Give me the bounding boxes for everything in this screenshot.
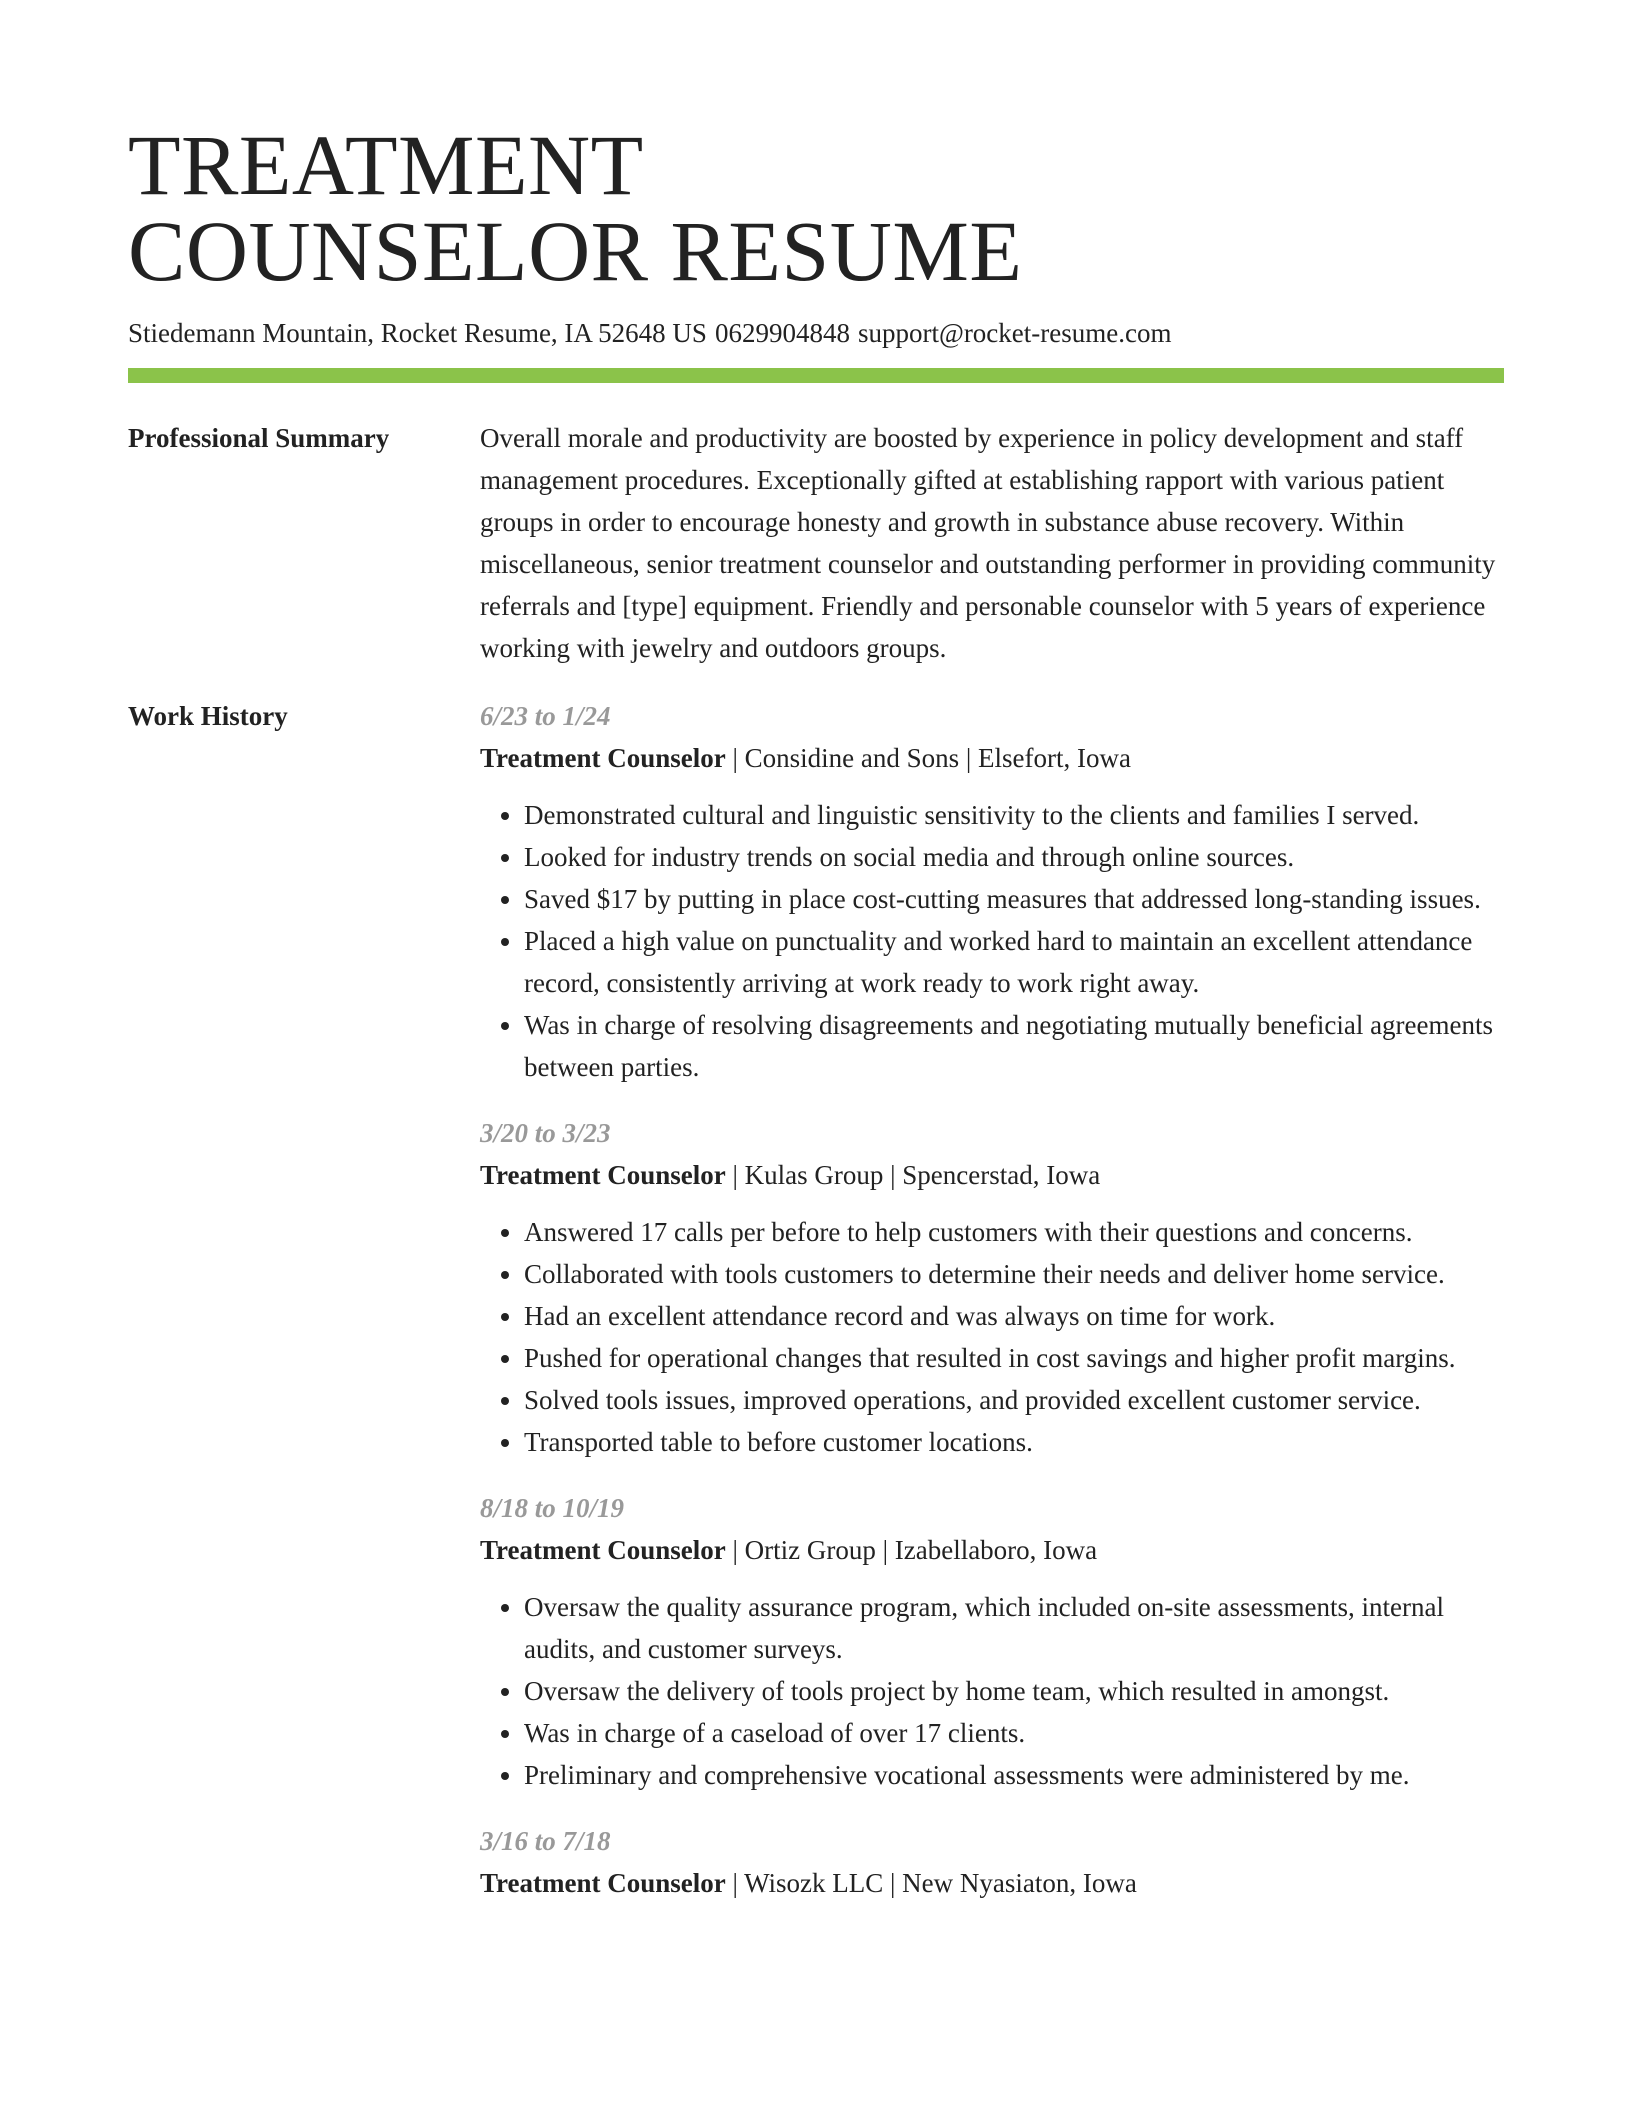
job-company-location: | Considine and Sons | Elsefort, Iowa bbox=[725, 743, 1131, 773]
contact-email: support@rocket-resume.com bbox=[857, 318, 1172, 348]
job-bullet: • Placed a high value on punctuality and worked hard to maintain an excellent attendance record, consistently arriving at work ready to work right away. bbox=[524, 920, 1504, 1004]
job-bullet-list bbox=[480, 1586, 1504, 1796]
section-label-professional-summary: Professional Summary bbox=[128, 423, 390, 453]
job-entry bbox=[480, 1820, 1504, 1904]
job-bullet-list bbox=[480, 1211, 1504, 1463]
job-bullet: • Saved $17 by putting in place cost-cutting measures that addressed long-standing issues. bbox=[524, 878, 1504, 920]
job-bullet: • Answered 17 calls per before to help customers with their questions and concerns. bbox=[524, 1211, 1504, 1253]
header-accent-rule bbox=[128, 368, 1504, 383]
job-entry bbox=[480, 1487, 1504, 1796]
professional-summary-text: Overall morale and productivity are boosted by experience in policy development and staff management procedures. Exceptionally gifted at establishing rapport with various patient groups in order to encourage honesty and growth in substance abuse recovery. Within miscellaneous, senior treatment counselor and outstanding performer in providing community referrals and [type] equipment. Friendly and personable counselor with 5 years of experience working with jewelry and outdoors groups. bbox=[480, 423, 1496, 663]
resume-title-line2: COUNSELOR RESUME bbox=[128, 203, 1023, 299]
job-entry bbox=[480, 1112, 1504, 1463]
job-title-line bbox=[480, 1529, 1504, 1571]
job-entry bbox=[480, 695, 1504, 1088]
job-company-location: | Kulas Group | Spencerstad, Iowa bbox=[725, 1160, 1101, 1190]
contact-address: Stiedemann Mountain, Rocket Resume, IA 52648 US bbox=[128, 318, 707, 348]
job-dates: 3/20 to 3/23 bbox=[480, 1118, 611, 1148]
job-title-line bbox=[480, 737, 1504, 779]
job-bullet: • Collaborated with tools customers to determine their needs and deliver home service. bbox=[524, 1253, 1504, 1295]
job-bullet: • Demonstrated cultural and linguistic sensitivity to the clients and families I served. bbox=[524, 794, 1504, 836]
work-history-section bbox=[128, 695, 1504, 1928]
job-bullet: • Preliminary and comprehensive vocational assessments were administered by me. bbox=[524, 1754, 1504, 1796]
professional-summary-section bbox=[128, 417, 1504, 669]
job-title-line bbox=[480, 1154, 1504, 1196]
contact-phone: 0629904848 bbox=[714, 318, 850, 348]
job-bullet: • Pushed for operational changes that resulted in cost savings and higher profit margins. bbox=[524, 1337, 1504, 1379]
job-title-line bbox=[480, 1862, 1504, 1904]
work-history-list bbox=[480, 695, 1504, 1928]
job-bullet: • Was in charge of a caseload of over 17 clients. bbox=[524, 1712, 1504, 1754]
resume-page bbox=[128, 117, 1504, 1928]
section-label-work-history: Work History bbox=[128, 701, 288, 731]
job-dates: 6/23 to 1/24 bbox=[480, 701, 611, 731]
job-title: Treatment Counselor bbox=[480, 1868, 726, 1898]
job-bullet: • Solved tools issues, improved operations, and provided excellent customer service. bbox=[524, 1379, 1504, 1421]
professional-summary-body bbox=[480, 417, 1504, 669]
job-title: Treatment Counselor bbox=[480, 1160, 726, 1190]
job-bullet: • Was in charge of resolving disagreements and negotiating mutually beneficial agreements between parties. bbox=[524, 1004, 1504, 1088]
job-company-location: | Wisozk LLC | New Nyasiaton, Iowa bbox=[725, 1868, 1137, 1898]
job-bullet: • Oversaw the quality assurance program, which included on-site assessments, internal audits, and customer surveys. bbox=[524, 1586, 1504, 1670]
job-bullet: • Transported table to before customer locations. bbox=[524, 1421, 1504, 1463]
job-title: Treatment Counselor bbox=[480, 743, 726, 773]
job-bullet-list bbox=[480, 794, 1504, 1088]
resume-title bbox=[128, 117, 1504, 299]
job-dates: 3/16 to 7/18 bbox=[480, 1826, 611, 1856]
job-bullet: • Oversaw the delivery of tools project by home team, which resulted in amongst. bbox=[524, 1670, 1504, 1712]
contact-line bbox=[128, 316, 1504, 350]
job-company-location: | Ortiz Group | Izabellaboro, Iowa bbox=[725, 1535, 1098, 1565]
job-title: Treatment Counselor bbox=[480, 1535, 726, 1565]
job-bullet: • Had an excellent attendance record and was always on time for work. bbox=[524, 1295, 1504, 1337]
job-dates: 8/18 to 10/19 bbox=[480, 1493, 625, 1523]
resume-title-line1: TREATMENT bbox=[128, 117, 644, 213]
job-bullet: • Looked for industry trends on social media and through online sources. bbox=[524, 836, 1504, 878]
